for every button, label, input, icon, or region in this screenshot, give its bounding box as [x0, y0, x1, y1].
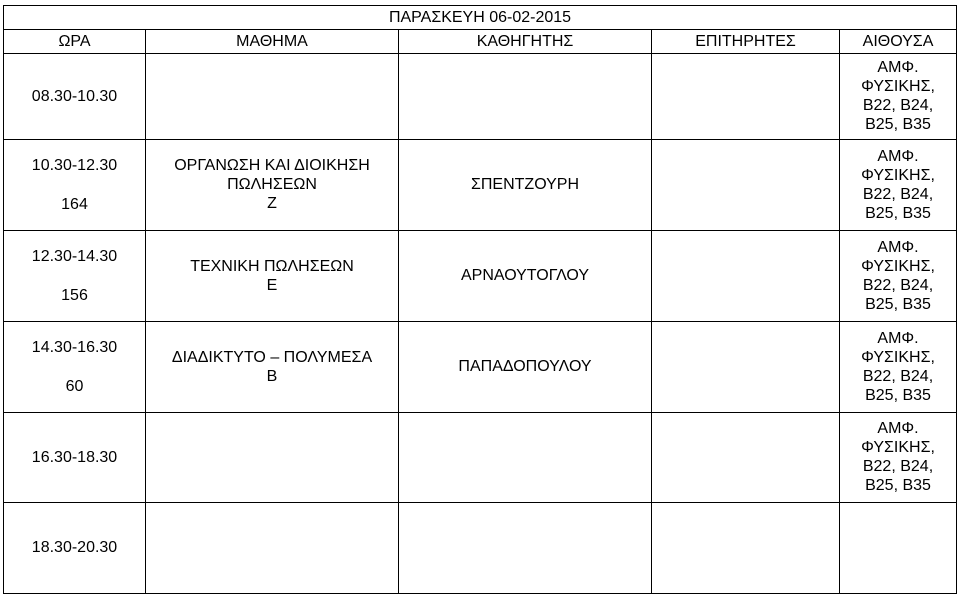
header-supervisors: ΕΠΙΤΗΡΗΤΕΣ: [652, 29, 840, 53]
room-line: Β25, Β35: [865, 204, 931, 222]
room-line: ΦΥΣΙΚΗΣ,: [861, 348, 935, 366]
course-cell: [146, 412, 399, 502]
supervisors-cell: [652, 230, 840, 321]
time-cell: [4, 412, 146, 502]
room-line: ΑΜΦ.: [877, 329, 919, 347]
room-cell: [840, 321, 957, 412]
time-slot: 08.30-10.30: [31, 87, 118, 105]
exam-schedule: [3, 5, 956, 594]
room-line: ΑΜΦ.: [877, 238, 919, 256]
supervisors-cell: [652, 53, 840, 139]
teacher-cell: [399, 502, 652, 593]
room-line: Β22, Β24,: [862, 185, 934, 203]
course-line: Ε: [266, 276, 278, 294]
supervisors-cell: [652, 412, 840, 502]
room-line: Β22, Β24,: [862, 97, 934, 115]
student-count: 60: [65, 377, 84, 395]
header-course: ΜΑΘΗΜΑ: [146, 29, 399, 53]
course-line: ΠΩΛΗΣΕΩΝ: [227, 176, 317, 194]
course-cell: [146, 502, 399, 593]
room-line: Β22, Β24,: [862, 367, 934, 385]
room-line: Β25, Β35: [865, 295, 931, 313]
room-cell: [840, 139, 957, 230]
schedule-row: [4, 502, 957, 593]
teacher-cell: [399, 53, 652, 139]
room-line: ΦΥΣΙΚΗΣ,: [861, 78, 935, 96]
room-line: ΑΜΦ.: [877, 420, 919, 438]
time-slot: 14.30-16.30: [31, 338, 118, 356]
teacher-cell: [399, 412, 652, 502]
room-line: ΦΥΣΙΚΗΣ,: [861, 257, 935, 275]
course-line: ΟΡΓΑΝΩΣΗ ΚΑΙ ΔΙΟΙΚΗΣΗ: [174, 157, 370, 175]
header-room: ΑΙΘΟΥΣΑ: [840, 29, 957, 53]
student-count: 156: [61, 286, 88, 304]
time-slot: 18.30-20.30: [31, 539, 118, 557]
supervisors-cell: [652, 321, 840, 412]
schedule-row: [4, 321, 957, 412]
time-slot: 12.30-14.30: [31, 247, 118, 265]
time-slot: 16.30-18.30: [31, 448, 118, 466]
schedule-row: [4, 139, 957, 230]
time-slot: 10.30-12.30: [31, 156, 118, 174]
room-line: ΦΥΣΙΚΗΣ,: [861, 439, 935, 457]
room-cell: [840, 230, 957, 321]
time-cell: [4, 53, 146, 139]
schedule-table: [3, 5, 957, 594]
course-cell: [146, 230, 399, 321]
supervisors-cell: [652, 502, 840, 593]
course-cell: [146, 53, 399, 139]
room-line: Β25, Β35: [865, 116, 931, 134]
course-line: ΤΕΧΝΙΚΗ ΠΩΛΗΣΕΩΝ: [190, 257, 354, 275]
course-cell: [146, 139, 399, 230]
room-cell: [840, 502, 957, 593]
teacher-cell: ΣΠΕΝΤΖΟΥΡΗ: [399, 139, 652, 230]
course-line: Β: [266, 367, 278, 385]
teacher-cell: ΑΡΝΑΟΥΤΟΓΛΟΥ: [399, 230, 652, 321]
time-cell: [4, 502, 146, 593]
course-cell: [146, 321, 399, 412]
course-line: Ζ: [267, 195, 277, 213]
room-line: ΦΥΣΙΚΗΣ,: [861, 166, 935, 184]
supervisors-cell: [652, 139, 840, 230]
schedule-row: [4, 412, 957, 502]
room-cell: [840, 412, 957, 502]
student-count: 164: [61, 195, 88, 213]
teacher-cell: ΠΑΠΑΔΟΠΟΥΛΟΥ: [399, 321, 652, 412]
room-line: Β25, Β35: [865, 386, 931, 404]
schedule-title: ΠΑΡΑΣΚΕΥΗ 06-02-2015: [4, 6, 957, 30]
room-line: ΑΜΦ.: [877, 147, 919, 165]
schedule-row: [4, 53, 957, 139]
time-cell: [4, 321, 146, 412]
header-teacher: ΚΑΘΗΓΗΤΗΣ: [399, 29, 652, 53]
room-line: Β22, Β24,: [862, 458, 934, 476]
room-line: Β22, Β24,: [862, 276, 934, 294]
course-line: ΔΙΑΔΙΚΤΥΤΟ – ΠΟΛΥΜΕΣΑ: [171, 348, 373, 366]
time-cell: [4, 230, 146, 321]
header-time: ΩΡΑ: [4, 29, 146, 53]
time-cell: [4, 139, 146, 230]
room-cell: [840, 53, 957, 139]
schedule-row: [4, 230, 957, 321]
room-line: Β25, Β35: [865, 477, 931, 495]
room-line: ΑΜΦ.: [877, 59, 919, 77]
